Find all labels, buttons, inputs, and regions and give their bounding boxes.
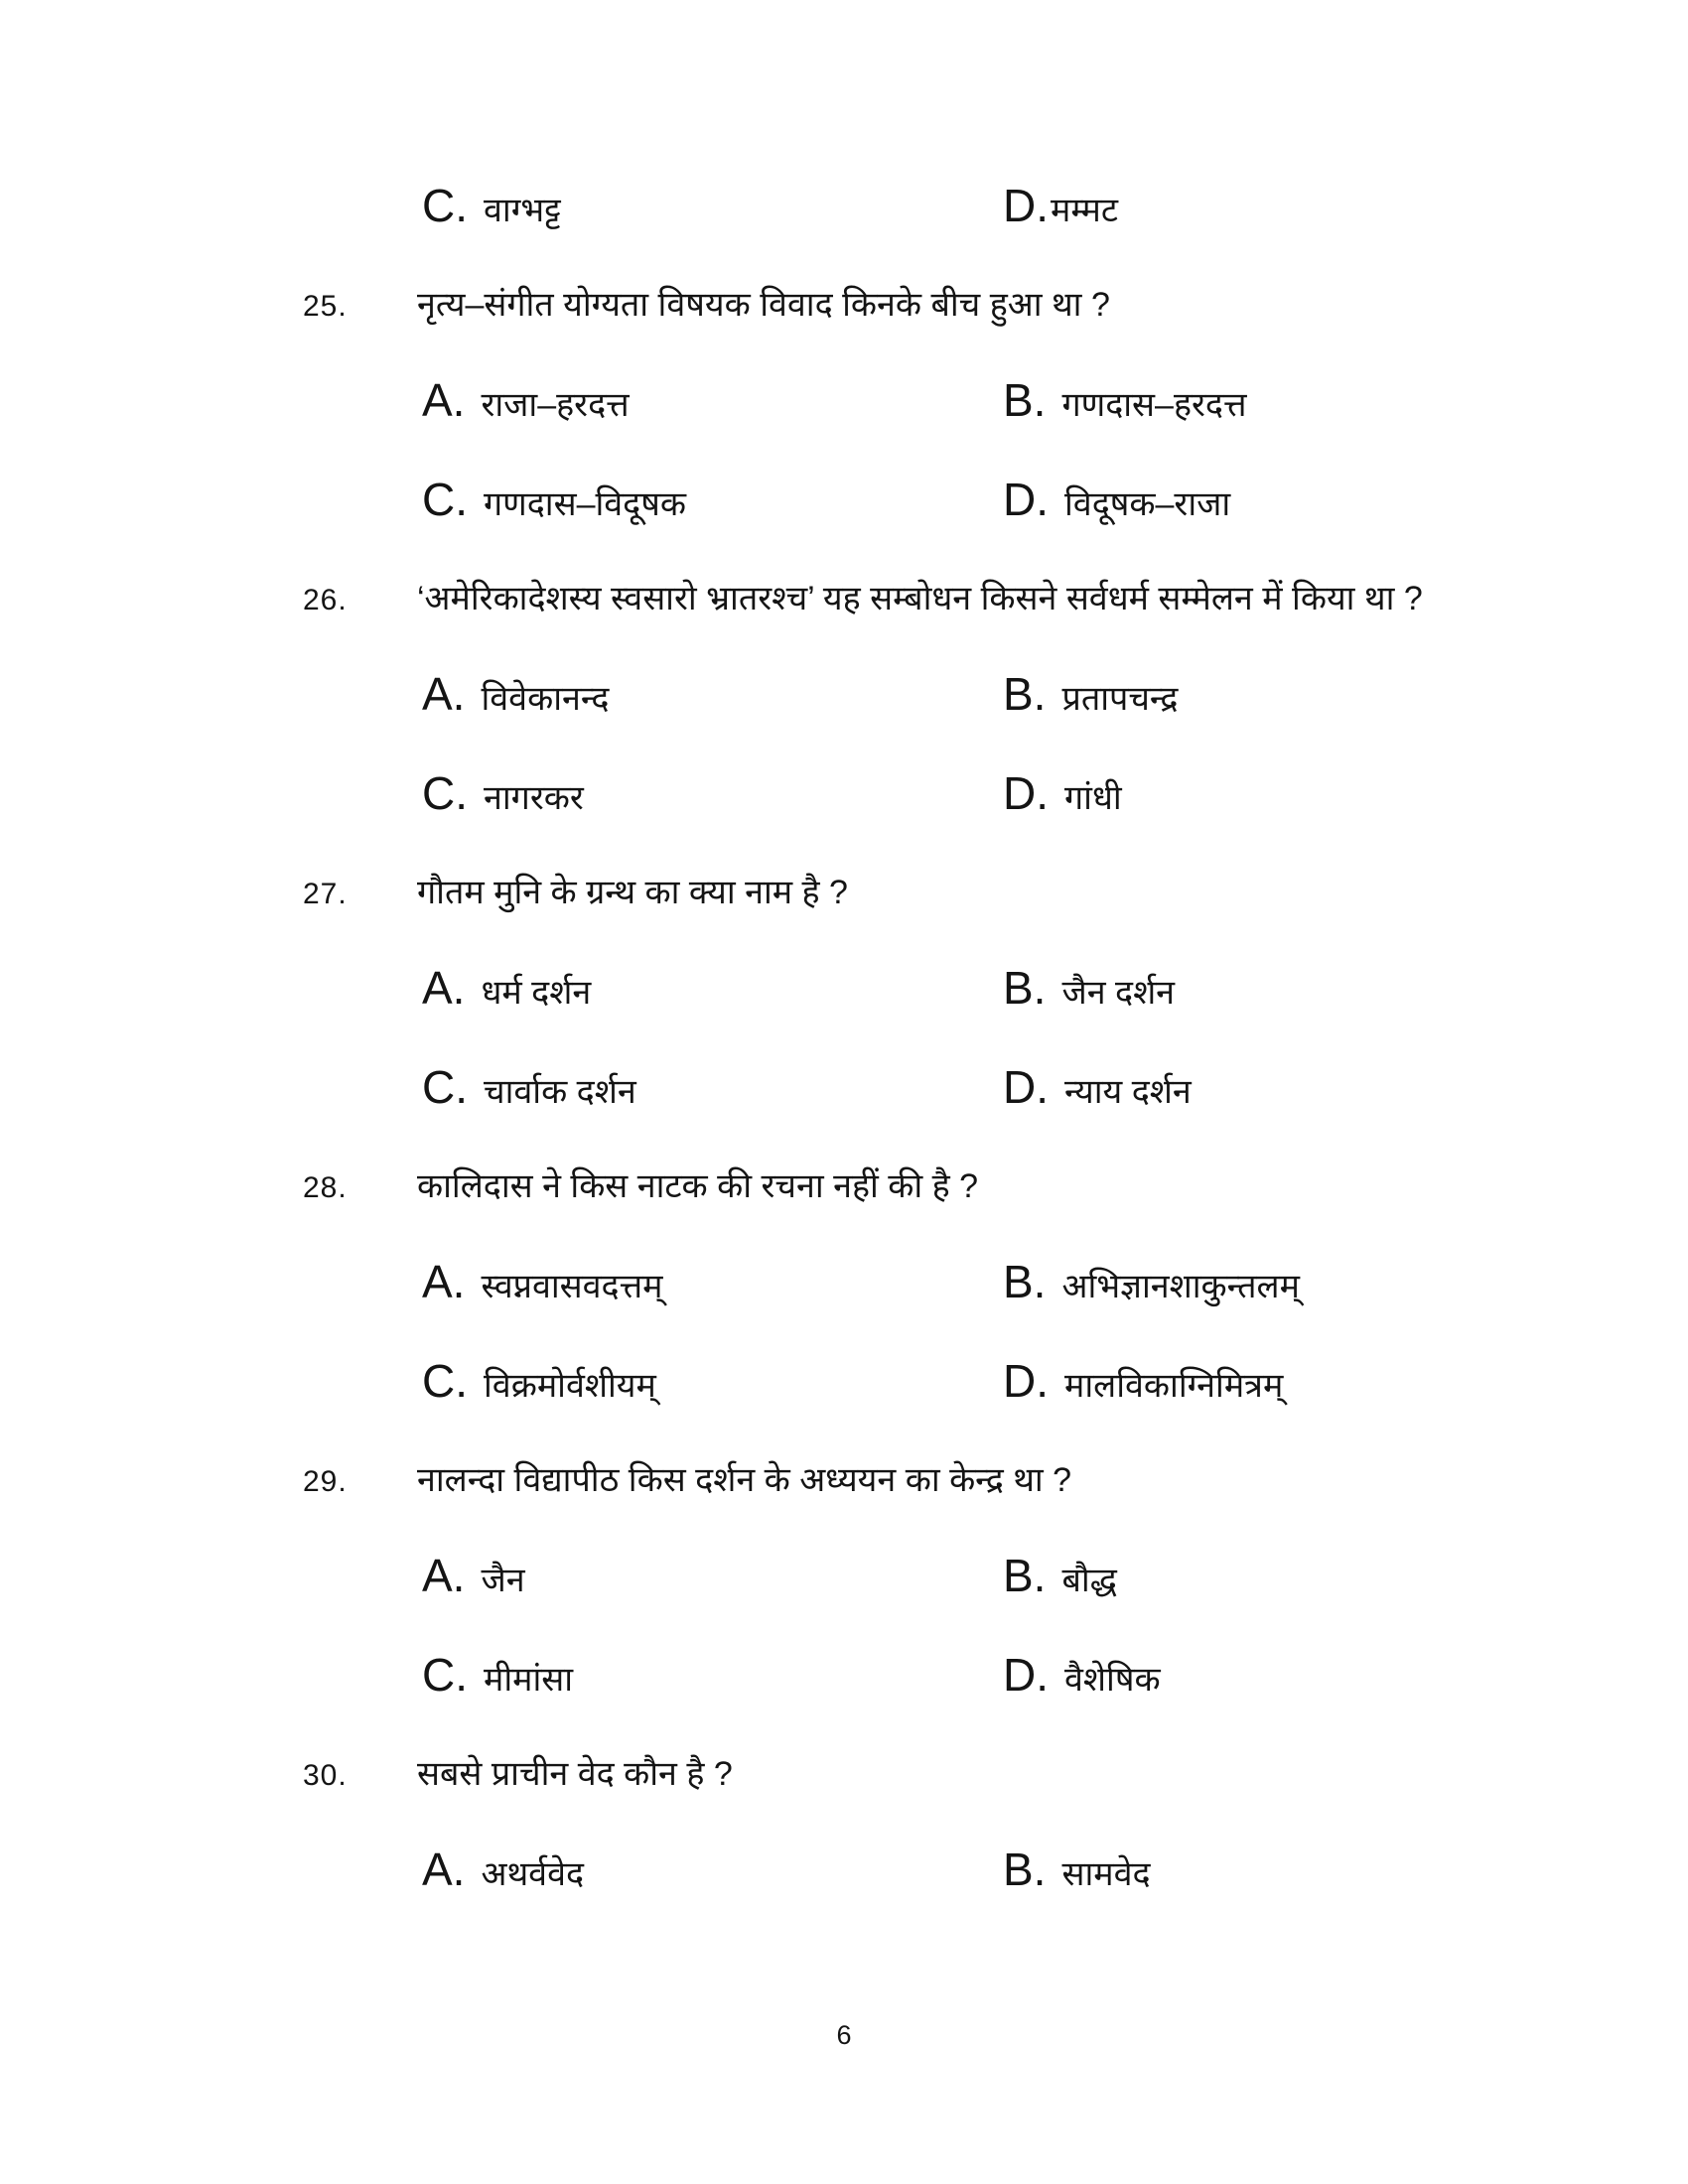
option-text: मम्मट	[1051, 192, 1118, 229]
option-text: जैन दर्शन	[1061, 974, 1176, 1012]
question-text: नृत्य–संगीत योग्यता विषयक विवाद किनके बीच हुआ था ?	[417, 286, 1110, 324]
option-letter: D.	[1003, 474, 1049, 525]
option-text: चार्वाक दर्शन	[484, 1073, 636, 1111]
option-letter: B.	[1003, 962, 1047, 1014]
option-text: विक्रमोर्वशीयम्	[484, 1367, 656, 1405]
option-letter: D.	[1003, 1355, 1049, 1407]
question-29-options-ab	[422, 1529, 1455, 1628]
option-letter: C.	[422, 1061, 468, 1113]
option-letter: D.	[1003, 1061, 1049, 1113]
option-c	[422, 1040, 1003, 1140]
question-27-options-cd	[422, 1040, 1455, 1140]
option-text: अभिज्ञानशाकुन्तलम्	[1061, 1268, 1300, 1305]
option-b	[1003, 647, 1178, 747]
option-text: गांधी	[1064, 779, 1122, 817]
option-a	[422, 1235, 1003, 1334]
carryover-option-d	[1003, 159, 1118, 258]
option-text: जैन	[481, 1562, 525, 1599]
option-letter: B.	[1003, 1256, 1047, 1307]
option-a	[422, 353, 1003, 453]
page-number: 6	[836, 2020, 852, 2050]
question-25-options-ab	[422, 353, 1455, 453]
question-number: 29.	[303, 1465, 348, 1498]
option-a	[422, 941, 1003, 1040]
option-d	[1003, 747, 1122, 846]
option-text: वैशेषिक	[1064, 1661, 1161, 1699]
carryover-options-row	[422, 159, 1455, 258]
option-text: गणदास–विदूषक	[484, 485, 687, 523]
option-text: प्रतापचन्द्र	[1061, 680, 1179, 718]
option-letter: A.	[422, 1550, 466, 1601]
option-text: विदूषक–राजा	[1064, 485, 1231, 523]
question-text: गौतम मुनि के ग्रन्थ का क्या नाम है ?	[417, 874, 848, 911]
option-text: मालविकाग्निमित्रम्	[1064, 1367, 1284, 1405]
option-letter: D.	[1003, 1649, 1049, 1701]
question-28	[303, 1140, 1455, 1235]
option-text: वाग्भट्ट	[484, 192, 561, 229]
option-letter: B.	[1003, 1550, 1047, 1601]
carryover-option-c	[422, 159, 1003, 258]
option-letter: B.	[1003, 374, 1047, 426]
option-text: अथर्ववेद	[481, 1855, 585, 1893]
question-26-options-ab	[422, 647, 1455, 747]
option-b	[1003, 353, 1246, 453]
question-text: कालिदास ने किस नाटक की रचना नहीं की है ?	[417, 1167, 979, 1205]
question-26	[303, 552, 1455, 647]
question-text: ‘अमेरिकादेशस्य स्वसारो भ्रातरश्च’ यह सम्बोधन किसने सर्वधर्म सम्मेलन में किया था ?	[417, 580, 1423, 617]
option-c	[422, 747, 1003, 846]
option-text: सामवेद	[1061, 1855, 1151, 1893]
option-b	[1003, 1529, 1117, 1628]
option-text: राजा–हरदत्त	[481, 386, 630, 424]
option-letter: B.	[1003, 1843, 1047, 1895]
question-30	[303, 1727, 1455, 1823]
option-letter: A.	[422, 1256, 466, 1307]
option-d	[1003, 1040, 1192, 1140]
option-a	[422, 647, 1003, 747]
option-text: स्वप्नवासवदत्तम्	[481, 1268, 663, 1305]
option-d	[1003, 1628, 1161, 1727]
option-text: मीमांसा	[484, 1661, 574, 1699]
option-letter: D.	[1003, 180, 1049, 231]
option-letter: A.	[422, 374, 466, 426]
option-letter: A.	[422, 668, 466, 720]
option-letter: A.	[422, 962, 466, 1014]
option-b	[1003, 1235, 1300, 1334]
option-text: धर्म दर्शन	[481, 974, 592, 1012]
question-25-options-cd	[422, 453, 1455, 552]
option-b	[1003, 941, 1175, 1040]
option-c	[422, 1628, 1003, 1727]
option-letter: C.	[422, 767, 468, 819]
question-number: 30.	[303, 1759, 348, 1792]
question-number: 28.	[303, 1171, 348, 1204]
option-a	[422, 1823, 1003, 1922]
question-text: सबसे प्राचीन वेद कौन है ?	[417, 1755, 733, 1793]
question-27-options-ab	[422, 941, 1455, 1040]
option-text: नागरकर	[484, 779, 584, 817]
option-text: विवेकानन्द	[481, 680, 610, 718]
option-d	[1003, 453, 1230, 552]
question-28-options-ab	[422, 1235, 1455, 1334]
option-text: बौद्ध	[1061, 1562, 1117, 1599]
question-29-options-cd	[422, 1628, 1455, 1727]
question-27	[303, 846, 1455, 941]
option-c	[422, 1334, 1003, 1433]
option-c	[422, 453, 1003, 552]
option-a	[422, 1529, 1003, 1628]
question-number: 26.	[303, 584, 348, 616]
question-29	[303, 1433, 1455, 1529]
question-number: 25.	[303, 290, 348, 323]
option-letter: C.	[422, 1649, 468, 1701]
question-28-options-cd	[422, 1334, 1455, 1433]
option-letter: D.	[1003, 767, 1049, 819]
option-b	[1003, 1823, 1151, 1922]
option-d	[1003, 1334, 1283, 1433]
option-letter: C.	[422, 180, 468, 231]
option-letter: C.	[422, 1355, 468, 1407]
question-text: नालन्दा विद्यापीठ किस दर्शन के अध्ययन का केन्द्र था ?	[417, 1461, 1072, 1499]
option-letter: B.	[1003, 668, 1047, 720]
option-letter: C.	[422, 474, 468, 525]
question-30-options-ab	[422, 1823, 1455, 1922]
question-number: 27.	[303, 878, 348, 910]
option-text: न्याय दर्शन	[1064, 1073, 1192, 1111]
option-letter: A.	[422, 1843, 466, 1895]
option-text: गणदास–हरदत्त	[1061, 386, 1247, 424]
question-26-options-cd	[422, 747, 1455, 846]
question-25	[303, 258, 1455, 353]
